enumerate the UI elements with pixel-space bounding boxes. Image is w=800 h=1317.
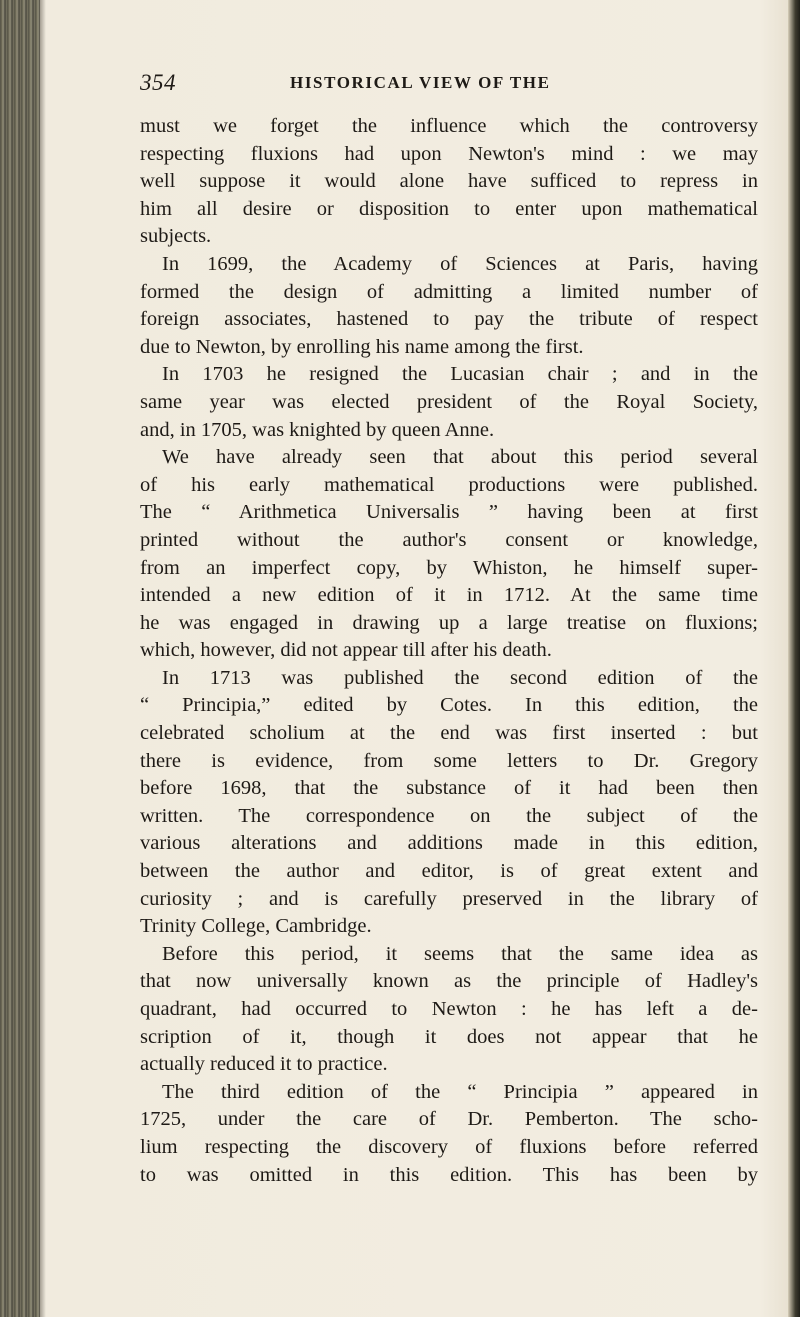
book-edge-right (788, 0, 800, 1317)
text-line: subjects. (140, 225, 212, 248)
text-line: formed the design of admitting a limited number of (140, 280, 758, 303)
text-line: him all desire or disposition to enter upon mathematical (140, 197, 758, 220)
book-binding-left (0, 0, 40, 1317)
text-line: The third edition of the “ Principia ” appeared in (162, 1080, 758, 1103)
text-line: that now universally known as the principle of Hadley's (140, 970, 758, 993)
text-line: Before this period, it seems that the same idea as (162, 942, 758, 965)
text-line: of his early mathematical productions were published. (140, 473, 758, 496)
text-line: there is evidence, from some letters to Dr. Gregory (140, 749, 758, 772)
text-line: We have already seen that about this period several (162, 446, 758, 469)
text-line: which, however, did not appear till after his death. (140, 639, 552, 662)
text-line: various alterations and additions made in this edition, (140, 832, 758, 855)
text-line: and, in 1705, was knighted by queen Anne. (140, 418, 495, 441)
text-line: quadrant, had occurred to Newton : he has left a de- (140, 998, 758, 1020)
text-line: lium respecting the discovery of fluxions before referred (140, 1135, 758, 1158)
text-line: 1725, under the care of Dr. Pemberton. The scho- (140, 1108, 758, 1131)
text-line: In 1713 was published the second edition of the (162, 666, 758, 689)
text-line: well suppose it would alone have sufficed to repress in (140, 170, 758, 193)
text-line: In 1699, the Academy of Sciences at Paris, having (162, 252, 758, 275)
text-line: respecting fluxions had upon Newton's mind : we may (140, 142, 758, 165)
text-line: same year was elected president of the Royal Society, (140, 390, 758, 413)
running-head: HISTORICAL VIEW OF THE (290, 73, 551, 92)
text-line: curiosity ; and is carefully preserved in the library of (140, 887, 758, 910)
text-line: celebrated scholium at the end was first inserted : but (140, 722, 758, 745)
text-line: due to Newton, by enrolling his name among the first. (140, 335, 584, 358)
text-line: he was engaged in drawing up a large treatise on fluxions; (140, 611, 758, 634)
text-line: “ Principia,” edited by Cotes. In this edition, the (140, 694, 758, 717)
text-line: In 1703 he resigned the Lucasian chair ; and in the (162, 363, 758, 386)
text-line: The “ Arithmetica Universalis ” having been at first (140, 501, 758, 524)
text-line: foreign associates, hastened to pay the tribute of respect (140, 308, 758, 331)
text-line: printed without the author's consent or knowledge, (140, 528, 758, 551)
text-line: Trinity College, Cambridge. (140, 915, 372, 938)
page-number: 354 (140, 70, 176, 95)
text-line: must we forget the influence which the controversy (140, 115, 758, 137)
text-line: written. The correspondence on the subject of the (140, 804, 758, 827)
text-line: before 1698, that the substance of it had been then (140, 777, 758, 800)
text-line: actually reduced it to practice. (140, 1053, 388, 1076)
body-text (140, 113, 758, 1189)
page-header (140, 70, 760, 102)
text-line: scription of it, though it does not appear that he (140, 1025, 758, 1048)
text-line: intended a new edition of it in 1712. At the same time (140, 584, 758, 607)
text-line: from an imperfect copy, by Whiston, he himself super- (140, 556, 758, 579)
text-line: to was omitted in this edition. This has been by (140, 1163, 758, 1186)
text-line: between the author and editor, is of great extent and (140, 860, 758, 883)
